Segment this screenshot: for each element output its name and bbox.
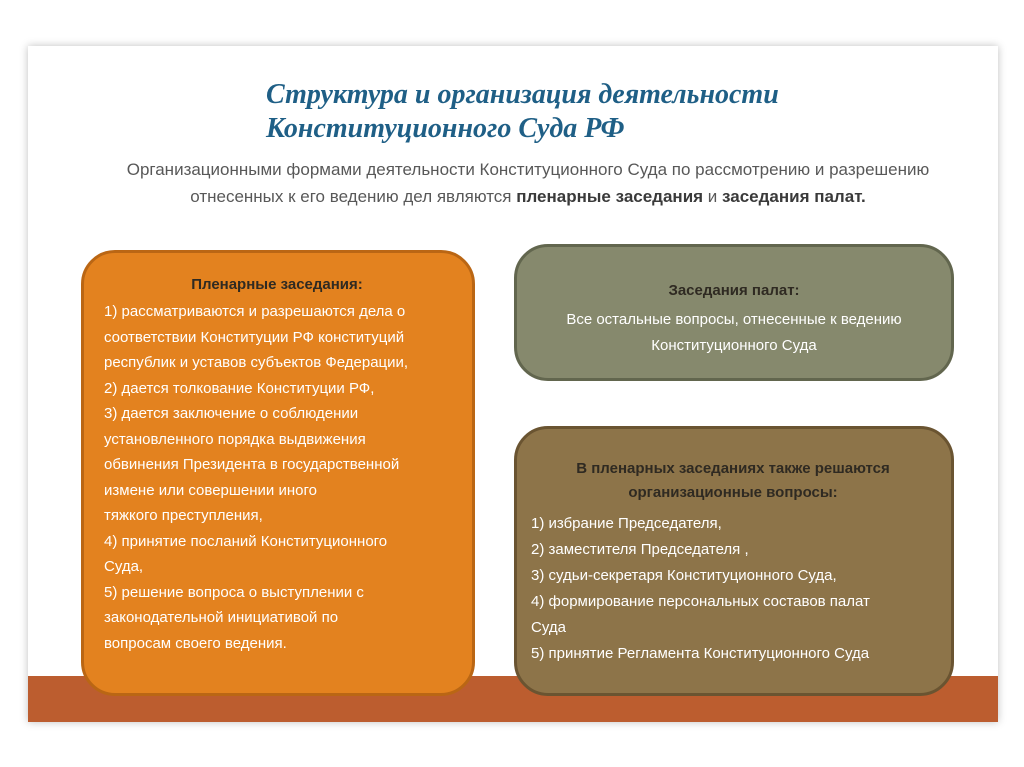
plenary-line: тяжкого преступления, — [104, 507, 263, 524]
slide — [28, 46, 998, 722]
plenary-line: 2) дается толкование Конституции РФ, — [104, 379, 375, 397]
plenary-line: соответствии Конституции РФ конституций — [104, 328, 405, 346]
chambers-heading: Заседания палат: — [668, 282, 800, 299]
plenary-line: обвинения Президента в государственной — [104, 456, 400, 473]
plenary-line: законодательной инициативой по — [104, 609, 339, 626]
plenary-line: республик и уставов субъектов Федерации, — [104, 354, 409, 371]
chamber-sessions-box — [514, 244, 954, 381]
plenary-line: 4) принятие посланий Конституционного — [104, 532, 388, 550]
plenary-line: Суда, — [104, 558, 144, 575]
intro-paragraph — [88, 156, 968, 210]
plenary-line: 5) решение вопроса о выступлении с — [104, 583, 364, 601]
plenary-heading: Пленарные заседания: — [191, 276, 363, 293]
org-line: 3) судьи-секретаря Конституционного Суда, — [531, 567, 837, 584]
chambers-line: Конституционного Суда — [651, 337, 817, 354]
org-heading — [531, 457, 935, 505]
plenary-sessions-box — [81, 250, 475, 696]
chambers-line: Все остальные вопросы, отнесенные к ведению — [566, 311, 902, 328]
slide-title — [266, 78, 966, 146]
org-line: 4) формирование персональных составов палат — [531, 593, 870, 610]
intro-text-2: и — [703, 187, 723, 206]
org-heading-line: В пленарных заседаниях также решаются — [576, 460, 890, 477]
title-line-1: Структура и организация деятельности — [266, 79, 779, 110]
plenary-line: установленного порядка выдвижения — [104, 430, 366, 448]
intro-bold-plenary: пленарные заседания — [516, 187, 704, 206]
title-line-2: Конституционного Суда РФ — [266, 113, 625, 144]
plenary-line: 3) дается заключение о соблюдении — [104, 405, 359, 422]
org-line: 5) принятие Регламента Конституционного Суда — [531, 645, 870, 662]
organizational-questions-box — [514, 426, 954, 696]
org-line: 2) заместителя Председателя , — [531, 541, 749, 558]
org-heading-line: организационные вопросы: — [628, 484, 838, 501]
intro-text-1: Организационными формами деятельности Конституционного Суда по рассмотрению и разрешению отнесенных к его ведению дел являются — [126, 160, 930, 206]
plenary-line: 1) рассматриваются и разрешаются дела о — [104, 303, 406, 320]
org-line: Суда — [531, 619, 566, 636]
org-line: 1) избрание Председателя, — [531, 515, 722, 532]
intro-bold-chambers: заседания палат. — [722, 187, 866, 206]
plenary-line: вопросам своего ведения. — [104, 634, 287, 652]
plenary-line: измене или совершении иного — [104, 481, 317, 499]
